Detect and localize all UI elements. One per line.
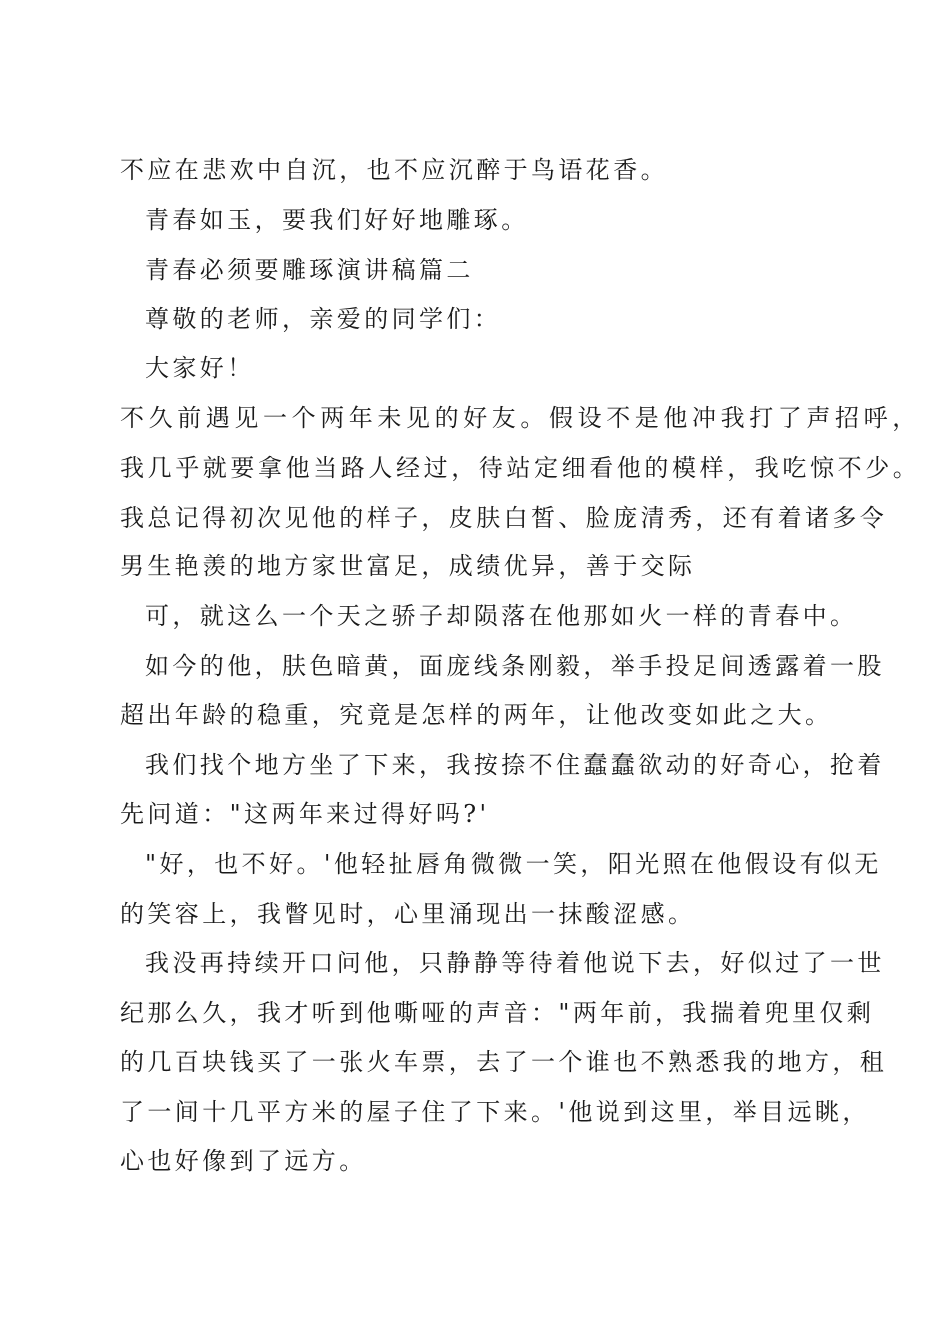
greeting: 大家好！	[145, 354, 255, 382]
text-line: "好，也不好。'他轻扯唇角微微一笑，阳光照在他假设有似无	[145, 850, 882, 878]
text-line: 我总记得初次见他的样子，皮肤白皙、脸庞清秀，还有着诸多令	[120, 504, 888, 532]
text-line: 不应在悲欢中自沉，也不应沉醉于鸟语花香。	[120, 156, 668, 184]
text-line: 超出年龄的稳重，究竟是怎样的两年，让他改变如此之大。	[120, 701, 833, 729]
salutation: 尊敬的老师，亲爱的同学们：	[145, 305, 502, 333]
text-line: 的笑容上，我瞥见时，心里涌现出一抹酸涩感。	[120, 900, 696, 928]
text-line: 了一间十几平方米的屋子住了下来。'他说到这里，举目远眺，	[120, 1098, 870, 1126]
text-line: 男生艳羡的地方家世富足，成绩优异，善于交际	[120, 552, 696, 580]
text-line: 我没再持续开口问他，只静静等待着他说下去，好似过了一世	[145, 949, 885, 977]
text-line: 我几乎就要拿他当路人经过，待站定细看他的模样，我吃惊不少。	[120, 454, 921, 482]
text-line: 我们找个地方坐了下来，我按捺不住蠢蠢欲动的好奇心，抢着	[145, 751, 885, 779]
text-line: 纪那么久，我才听到他嘶哑的声音："两年前，我揣着兜里仅剩	[120, 999, 875, 1027]
text-line: 如今的他，肤色暗黄，面庞线条刚毅，举手投足间透露着一股	[145, 652, 885, 680]
text-line: 青春如玉，要我们好好地雕琢。	[145, 206, 529, 234]
text-line: 先问道："这两年来过得好吗?'	[120, 800, 490, 828]
text-line: 的几百块钱买了一张火车票，去了一个谁也不熟悉我的地方，租	[120, 1048, 888, 1076]
text-line: 不久前遇见一个两年未见的好友。假设不是他冲我打了声招呼，	[120, 404, 921, 432]
text-line: 心也好像到了远方。	[120, 1147, 367, 1175]
text-line: 可，就这么一个天之骄子却陨落在他那如火一样的青春中。	[145, 602, 858, 630]
section-heading: 青春必须要雕琢演讲稿篇二	[145, 256, 474, 284]
